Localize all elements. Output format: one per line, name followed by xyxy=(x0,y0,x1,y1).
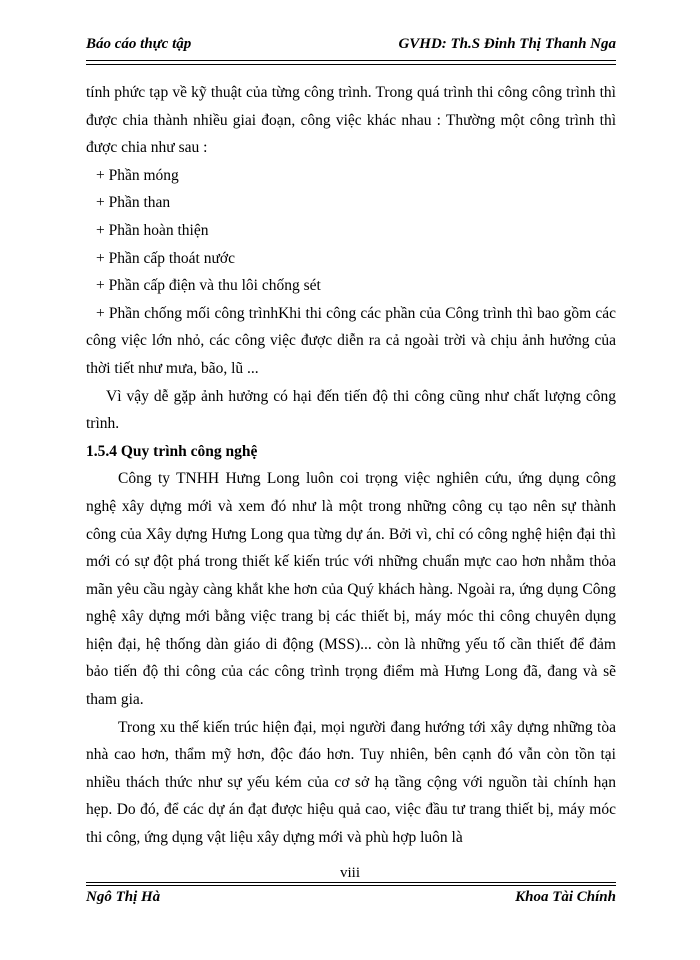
header-supervisor: GVHD: Th.S Đinh Thị Thanh Nga xyxy=(398,36,616,52)
list-item-termite: + Phần chống mối công trìnhKhi thi công các phần của Công trình thì bao gồm các công việc lớn nhỏ, các công việc được diễn ra cả ngoài trời và chịu ảnh hưởng của thời tiết như mưa, bão, lũ ... xyxy=(86,304,616,377)
list-item-electrical: + Phần cấp điện và thu lôi chống sét xyxy=(96,277,321,295)
list-item-plumbing: + Phần cấp thoát nước xyxy=(96,249,235,267)
page-number: viii xyxy=(339,865,360,881)
technology-paragraph: Công ty TNHH Hưng Long luôn coi trọng việc nghiên cứu, ứng dụng công nghệ xây dựng mới và xem đó như là một trong những công cụ tạo nên sự thành công của Xây dựng Hưng Long qua từng dự án. Bởi vì, chỉ có công nghệ hiện đại thì mới có sự đột phá trong thiết kế kiến trúc với những chuẩn mực cao hơn nhằm thỏa mãn yêu cầu ngày càng khắt khe hơn của Quý khách hàng. Ngoài ra, ứng dụng Công nghệ xây dựng mới bằng việc trang bị các thiết bị, máy móc thi công chuyên dụng hiện đại, hệ thống dàn giáo di động (MSS)... còn là những yếu tố cần thiết để đảm bảo tiến độ thi công của các công trình trọng điểm mà Hưng Long đã, đang và sẽ tham gia. xyxy=(86,470,616,709)
footer-author: Ngô Thị Hà xyxy=(86,889,161,905)
section-heading: 1.5.4 Quy trình công nghệ xyxy=(86,442,258,460)
header-rule xyxy=(86,60,616,61)
footer-rule xyxy=(86,885,616,886)
page-footer xyxy=(86,889,616,906)
footer-faculty: Khoa Tài Chính xyxy=(515,889,616,905)
footer-rule-thin xyxy=(86,882,616,883)
trend-paragraph: Trong xu thế kiến trúc hiện đại, mọi người đang hướng tới xây dựng những tòa nhà cao hơn, thẩm mỹ hơn, độc đáo hơn. Tuy nhiên, bên cạnh đó vẫn còn tồn tại nhiều thách thức như sự yếu kém của cơ sở hạ tầng cộng với nguồn tài chính hạn hẹp. Do đó, để các dự án đạt được hiệu quả cao, việc đầu tư trang thiết bị, máy móc thi công, ứng dụng vật liệu xây dựng mới và phù hợp luôn là xyxy=(86,718,616,847)
list-item-finishing: + Phần hoàn thiện xyxy=(96,221,209,239)
header-report-title: Báo cáo thực tập xyxy=(86,36,192,52)
consequence-paragraph: Vì vậy dễ gặp ảnh hưởng có hại đến tiến độ thi công cũng như chất lượng công trình. xyxy=(86,387,616,433)
header-rule-thin xyxy=(86,64,616,65)
page-header xyxy=(86,36,616,53)
list-item-foundation: + Phần móng xyxy=(96,166,179,184)
intro-paragraph: tính phức tạp về kỹ thuật của từng công trình. Trong quá trình thi công công trình thì được chia thành nhiều giai đoạn, công việc khác nhau : Thường một công trình thì được chia như sau : xyxy=(86,84,616,157)
list-item-frame: + Phần than xyxy=(96,194,171,212)
document-body xyxy=(86,79,616,852)
